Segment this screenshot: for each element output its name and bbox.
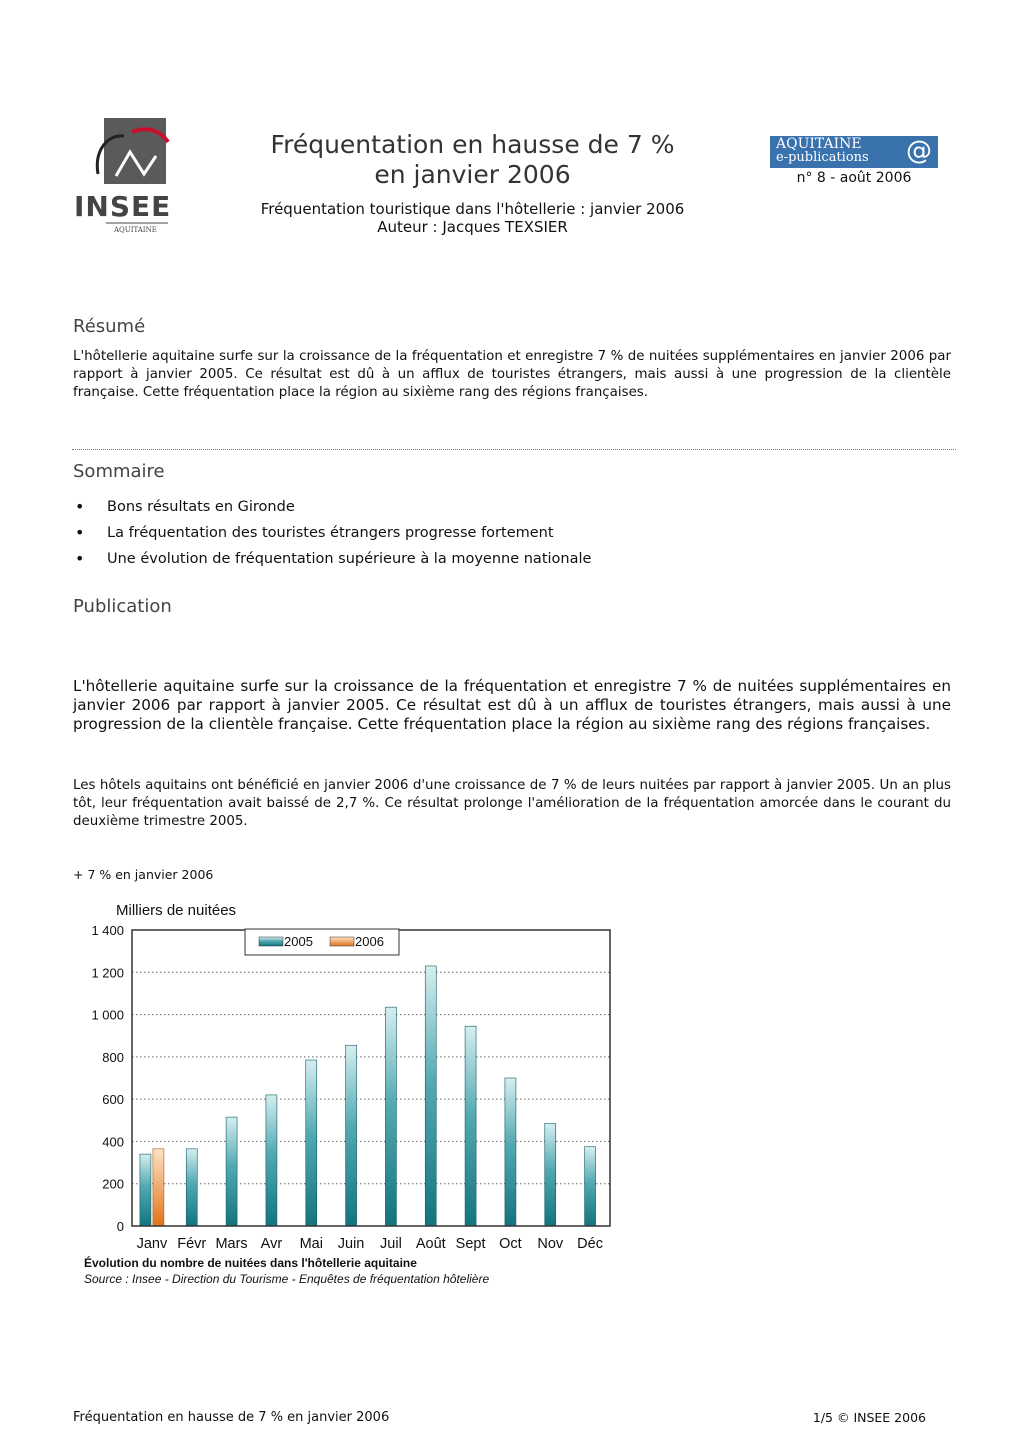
page-title <box>200 130 745 190</box>
bar-2006-Janv <box>153 1149 164 1226</box>
bar-2005-Mars <box>226 1117 237 1226</box>
bar-chart <box>70 893 630 1293</box>
sommaire-list <box>73 494 873 572</box>
bar-2005-Déc <box>585 1147 596 1226</box>
x-tick-label: Févr <box>177 1236 207 1252</box>
x-tick-label: Août <box>415 1236 446 1252</box>
y-axis-label: Milliers de nuitées <box>116 902 237 919</box>
bar-2005-Sept <box>465 1026 476 1226</box>
x-tick-label: Avr <box>260 1236 283 1252</box>
x-tick-label: Nov <box>537 1236 564 1252</box>
bar-2005-Oct <box>505 1078 516 1226</box>
resume-text: L'hôtellerie aquitaine surfe sur la croissance de la fréquentation et enregistre 7 % de nuitées supplémentaires en janvier 2006 par rapport à janvier 2005. Ce résultat est dû à un afflux de touristes étrangers, mais aussi à une progression de la clientèle française. Cette fréquentation place la région au sixième rang des régions françaises. <box>73 349 951 400</box>
sommaire-item[interactable] <box>73 520 873 546</box>
legend-swatch-2006 <box>330 937 354 946</box>
sommaire-item[interactable] <box>73 546 873 572</box>
bar-2005-Janv <box>140 1154 151 1226</box>
x-tick-label: Janv <box>136 1236 168 1252</box>
sommaire-heading: Sommaire <box>73 461 165 482</box>
legend-label-2006: 2006 <box>355 934 384 949</box>
chart-legend <box>245 929 399 955</box>
bar-2005-Avr <box>266 1095 277 1226</box>
x-tick-label: Juil <box>380 1236 402 1252</box>
resume-heading: Résumé <box>73 316 146 337</box>
logo-subtext: AQUITAINE <box>114 226 157 234</box>
footer-page-copyright: 1/5 © INSEE 2006 <box>812 1410 926 1425</box>
publication-heading: Publication <box>73 596 172 617</box>
y-tick-label: 800 <box>102 1049 124 1065</box>
author-text: Auteur : Jacques TEXSIER <box>377 218 568 236</box>
y-tick-label: 1 000 <box>91 1007 124 1023</box>
sommaire-item-label[interactable]: La fréquentation des touristes étrangers progresse fortement <box>107 525 554 541</box>
x-tick-label: Déc <box>577 1236 603 1252</box>
title-line-1: Fréquentation en hausse de 7 % <box>270 130 675 159</box>
chart-title: Évolution du nombre de nuitées dans l'hôtellerie aquitaine <box>84 1256 417 1270</box>
logo-wordmark: INSEE <box>74 190 172 223</box>
plot-frame <box>132 930 610 1226</box>
subtitle-text: Fréquentation touristique dans l'hôtellerie : janvier 2006 <box>260 200 685 218</box>
insee-logo <box>72 116 172 238</box>
x-tick-label: Sept <box>455 1236 486 1252</box>
sommaire-item-label[interactable]: Bons résultats en Gironde <box>107 499 295 515</box>
bar-2005-Mai <box>306 1060 317 1226</box>
x-tick-label: Oct <box>499 1236 522 1252</box>
publication-intro: L'hôtellerie aquitaine surfe sur la croissance de la fréquentation et enregistre 7 % de nuitées supplémentaires en janvier 2006 par rapport à janvier 2005. Ce résultat est dû à un afflux de touristes étrangers, mais aussi à une progression de la clientèle française. Cette fréquentation place la région au sixième rang des régions françaises. <box>73 677 951 733</box>
section-divider <box>72 449 956 450</box>
y-tick-label: 1 200 <box>91 965 124 981</box>
y-tick-label: 400 <box>102 1134 124 1150</box>
legend-label-2005: 2005 <box>284 934 313 949</box>
y-axis-ticks <box>91 923 124 1234</box>
bar-2005-Août <box>425 966 436 1226</box>
grid-lines <box>132 972 610 1183</box>
bar-2005-Nov <box>545 1123 556 1226</box>
issue-number: n° 8 - août 2006 <box>796 170 912 186</box>
chart-caption: + 7 % en janvier 2006 <box>73 867 214 882</box>
y-tick-label: 200 <box>102 1176 124 1192</box>
bars <box>140 966 596 1226</box>
badge-line-2: e-publications <box>776 150 869 165</box>
sommaire-item[interactable] <box>73 494 873 520</box>
chart-source: Source : Insee - Direction du Tourisme - Enquêtes de fréquentation hôtelière <box>84 1272 490 1286</box>
title-line-2: en janvier 2006 <box>374 160 571 189</box>
y-tick-label: 0 <box>116 1219 124 1234</box>
footer-title: Fréquentation en hausse de 7 % en janvier 2006 <box>73 1410 390 1425</box>
x-tick-label: Juin <box>337 1236 365 1252</box>
y-tick-label: 600 <box>102 1092 124 1108</box>
aquitaine-epublications-badge[interactable] <box>770 136 938 168</box>
y-tick-label: 1 400 <box>91 923 124 938</box>
bar-2005-Juil <box>385 1007 396 1226</box>
bar-2005-Févr <box>186 1149 197 1226</box>
x-tick-label: Mars <box>215 1236 248 1252</box>
x-tick-label: Mai <box>299 1236 323 1252</box>
sommaire-item-label[interactable]: Une évolution de fréquentation supérieure à la moyenne nationale <box>107 551 592 567</box>
bar-2005-Juin <box>346 1045 357 1226</box>
x-axis-ticks <box>137 1236 603 1252</box>
page-subtitle <box>200 200 745 236</box>
badge-line-1: AQUITAINE <box>776 136 862 152</box>
legend-swatch-2005 <box>259 937 283 946</box>
publication-paragraph: Les hôtels aquitains ont bénéficié en janvier 2006 d'une croissance de 7 % de leurs nuitées par rapport à janvier 2005. Un an plus tôt, leur fréquentation avait baissé de 2,7 %. Ce résultat prolonge l'amélioration de la fréquentation amorcée dans le courant du deuxième trimestre 2005. <box>73 778 951 829</box>
at-icon: @ <box>906 136 932 166</box>
